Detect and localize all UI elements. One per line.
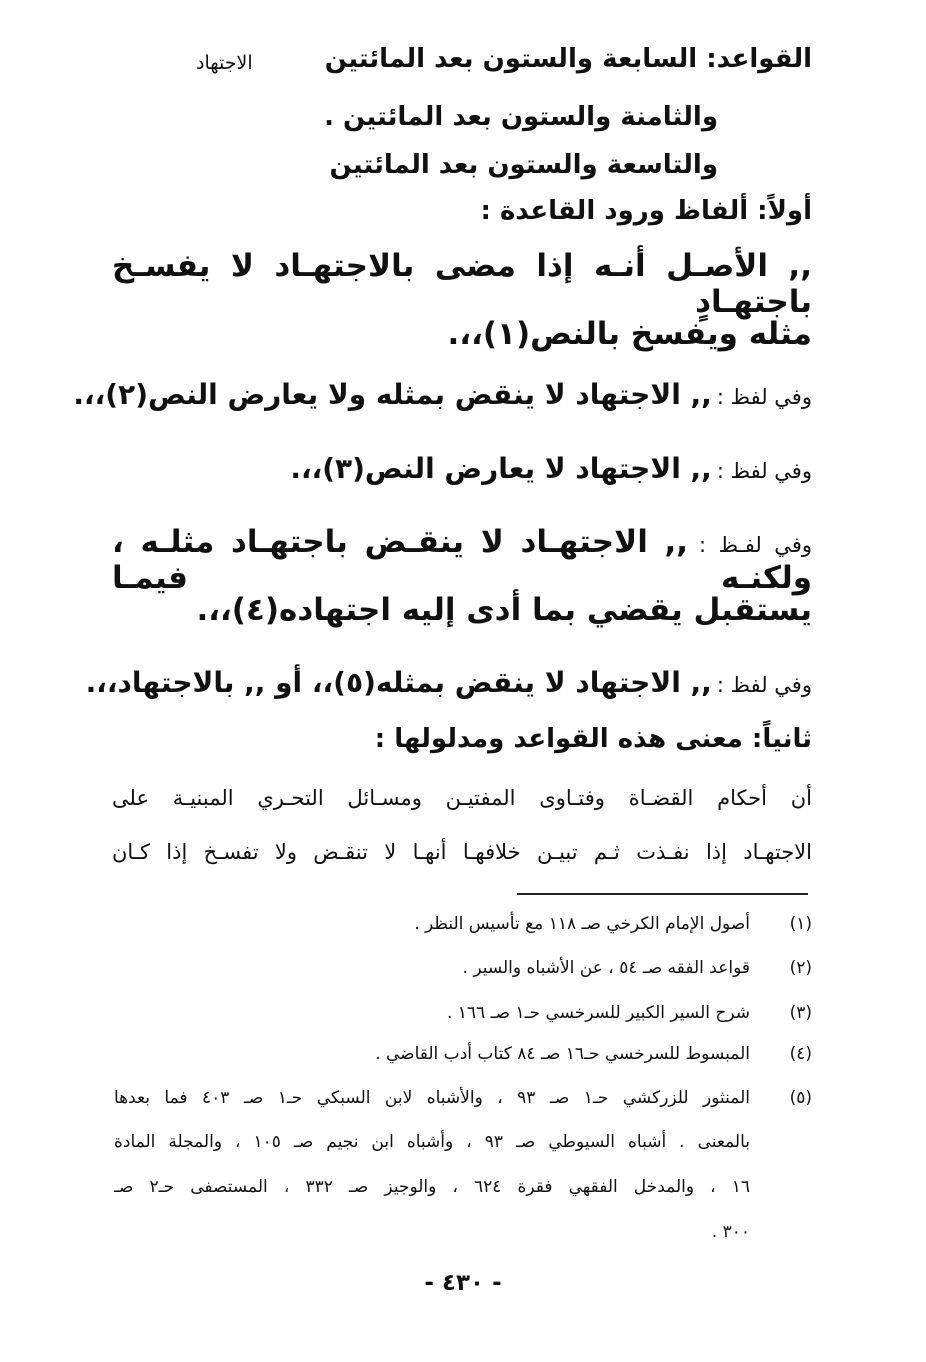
footnote-text: قواعد الفقه صـ ٥٤ ، عن الأشباه والسير . [462, 958, 750, 978]
footnote-number: (٢) [789, 958, 812, 978]
page-number: - ٤٣٠ - [424, 1270, 502, 1296]
section-heading-meaning: ثانياً: معنى هذه القواعد ومدلولها : [374, 724, 812, 754]
body-line-1: أن أحكام القضـاة وفتـاوى المفتيـن ومسـائل التحـري المبنيـة على [112, 786, 812, 810]
rule-2-text: ,, الاجتهاد لا ينقض بمثله ولا يعارض النص(٢)،،. [73, 378, 712, 411]
header-line-2: والثامنة والستون بعد المائتين . [324, 102, 718, 132]
footnote-4 [112, 1044, 812, 1070]
rule-1-line-2: مثله ويفسخ بالنص(١)،،. [447, 316, 812, 352]
rule-5-text: ,, الاجتهاد لا ينقض بمثله(٥)،، أو ,, بالاجتهاد،،. [85, 666, 712, 699]
footnote-5-line-2: بالمعنى . أشباه السيوطي صـ ٩٣ ، وأشباه ابن نجيم صـ ١٠٥ ، والمجلة المادة [114, 1132, 750, 1152]
footnote-2 [112, 958, 812, 984]
section-heading-wording: أولاً: ألفاظ ورود القاعدة : [480, 196, 812, 226]
rule-5 [86, 666, 812, 699]
header-topic: الاجتهاد [196, 52, 253, 74]
footnote-text: أصول الإمام الكرخي صـ ١١٨ مع تأسيس النظر . [414, 914, 750, 934]
rule-4-line-2: يستقبل يقضي بما أدى إليه اجتهاده(٤)،،. [196, 592, 812, 628]
rule-4-prefix: وفي لفـظ : [699, 533, 812, 557]
footnote-number: (١) [789, 914, 812, 934]
rule-4-line-1 [112, 524, 812, 596]
footnote-text: شرح السير الكبير للسرخسي حـ١ صـ ١٦٦ . [446, 1003, 750, 1023]
footnote-number: (٥) [789, 1088, 812, 1108]
footnote-number: (٤) [789, 1044, 812, 1064]
rule-1-line-1: ,, الأصـل أنـه إذا مضى بالاجتهـاد لا يفسـخ باجتهـادٍ [112, 248, 812, 320]
rule-3-prefix: وفي لفظ : [716, 459, 812, 483]
footnote-1 [112, 914, 812, 940]
body-line-2: الاجتهـاد إذا نفـذت ثـم تبيـن خلافهـا أنهـا لا تنقـض ولا تفسـخ إذا كـان [112, 840, 812, 864]
rule-5-prefix: وفي لفظ : [716, 673, 812, 697]
rule-2-prefix: وفي لفظ : [716, 385, 812, 409]
rule-3 [290, 452, 812, 485]
footnote-5-line-4: ٣٠٠ . [711, 1222, 750, 1242]
rule-2 [73, 378, 812, 411]
footnote-text: المبسوط للسرخسي حـ١٦ صـ ٨٤ كتاب أدب القاضي . [375, 1044, 750, 1064]
header-line-3: والتاسعة والستون بعد المائتين [329, 150, 718, 180]
footnote-number: (٣) [789, 1003, 812, 1023]
header-title: القواعد: السابعة والستون بعد المائتين [324, 44, 812, 74]
footnote-5-line-1: المنثور للزركشي حـ١ صـ ٩٣ ، والأشباه لابن السبكي حـ١ صـ ٤٠٣ فما بعدها [114, 1088, 750, 1108]
footnote-3 [112, 1003, 812, 1029]
footnote-separator [517, 893, 808, 895]
footnote-5-line-3: ١٦ ، والمدخل الفقهي فقرة ٦٢٤ ، والوجيز صـ ٣٣٢ ، المستصفى حـ٢ صـ [114, 1177, 750, 1197]
rule-3-text: ,, الاجتهاد لا يعارض النص(٣)،،. [290, 452, 712, 485]
rule-4-text-1: ,, الاجتهـاد لا ينقـض باجتهـاد مثلـه ، ولكنـه فيمـا [112, 524, 812, 596]
